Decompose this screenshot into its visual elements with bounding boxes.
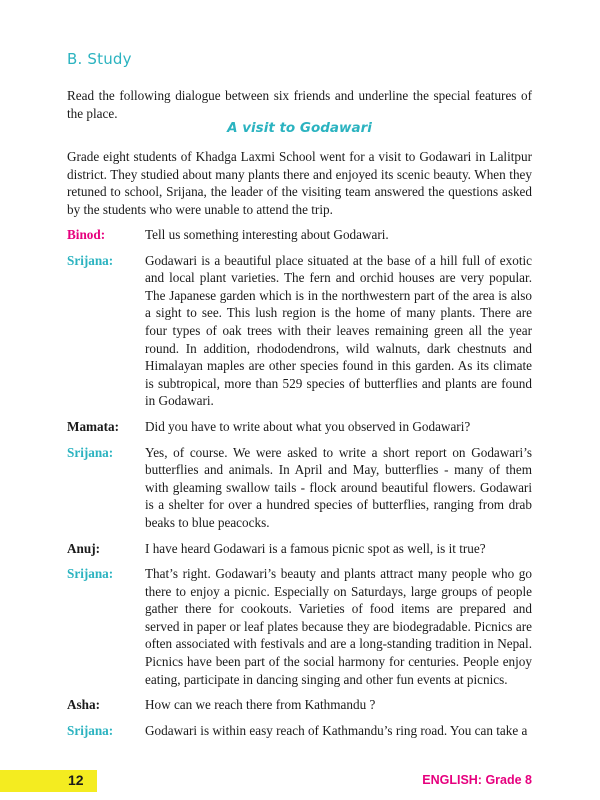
dialogue-turn [67,722,532,740]
speech-text: Godawari is within easy reach of Kathmandu’s ring road. You can take a [145,722,528,738]
section-heading: B. Study [67,50,132,68]
speech-text: How can we reach there from Kathmandu ? [145,697,376,713]
dialogue-turn [67,565,532,688]
speech-text: Godawari is a beautiful place situated at the base of a hill full of exotic and local plant varieties. The fern and orchid houses are very popular. The Japanese garden which is in the northwestern part of the area is also a sight to see. This lush region is the home of many plants. There are four types of oak trees with their leaves remaining green all the year round. In addition, rhododendrons, wild walnuts, dark chestnuts and Himalayan maples are other species found in this garden. As its climate is subtropical, more than 529 species of butterflies and plants are found in Godawari. [145,252,532,409]
speaker-name: Anuj: [67,540,100,556]
speaker-name: Srijana: [67,566,114,582]
dialogue-turn [67,418,532,436]
dialogue-turn [67,540,532,558]
dialogue-turn [67,696,532,714]
speaker-name: Mamata: [67,418,119,434]
speech-text: Yes, of course. We were asked to write a short report on Godawari’s butterflies and animals. In April and May, butterflies - many of them with gleaming swallow tails - flock around beautiful flowers. Godawari is a shelter for over a hundred species of butterflies, ranging from drab beaks to blue peacocks. [145,444,532,530]
instruction-text: Read the following dialogue between six friends and underline the special features of the place. [67,88,532,121]
book-title: ENGLISH: Grade 8 [422,773,532,787]
speaker-name: Srijana: [67,444,114,460]
intro-paragraph: Grade eight students of Khadga Laxmi School went for a visit to Godawari in Lalitpur district. They studied about many plants there and enjoyed its scenic beauty. When they retuned to school, Srijana, the leader of the visiting team answered the questions asked by the students who were unable to attend the trip. [67,149,532,217]
speech-text: Did you have to write about what you observed in Godawari? [145,418,471,434]
speaker-name: Srijana: [67,252,114,268]
speech-text: Tell us something interesting about Godawari. [145,227,389,242]
story-title: A visit to Godawari [227,120,372,136]
speaker-name: Binod: [67,227,106,242]
speaker-name: Srijana: [67,722,114,738]
dialogue-turn [67,226,532,244]
dialogue-turn [67,252,532,410]
dialogue-turn [67,444,532,532]
page-number: 12 [68,772,84,788]
dialogue [67,226,532,747]
speech-text: That’s right. Godawari’s beauty and plants attract many people who go there to enjoy a picnic. Especially on Saturdays, large groups of people gather there for cookouts. Varieties of food items are prepared and served in paper or leaf plates because they are biodegradable. Picnics are often associated with festivals and are a long-standing tradition in Nepal. Picnics have been part of the social harmony for centuries. People enjoy eating, participate in dancing singing and other fun events at picnics. [145,566,532,687]
speech-text: I have heard Godawari is a famous picnic spot as well, is it true? [145,540,486,556]
speaker-name: Asha: [67,697,100,713]
